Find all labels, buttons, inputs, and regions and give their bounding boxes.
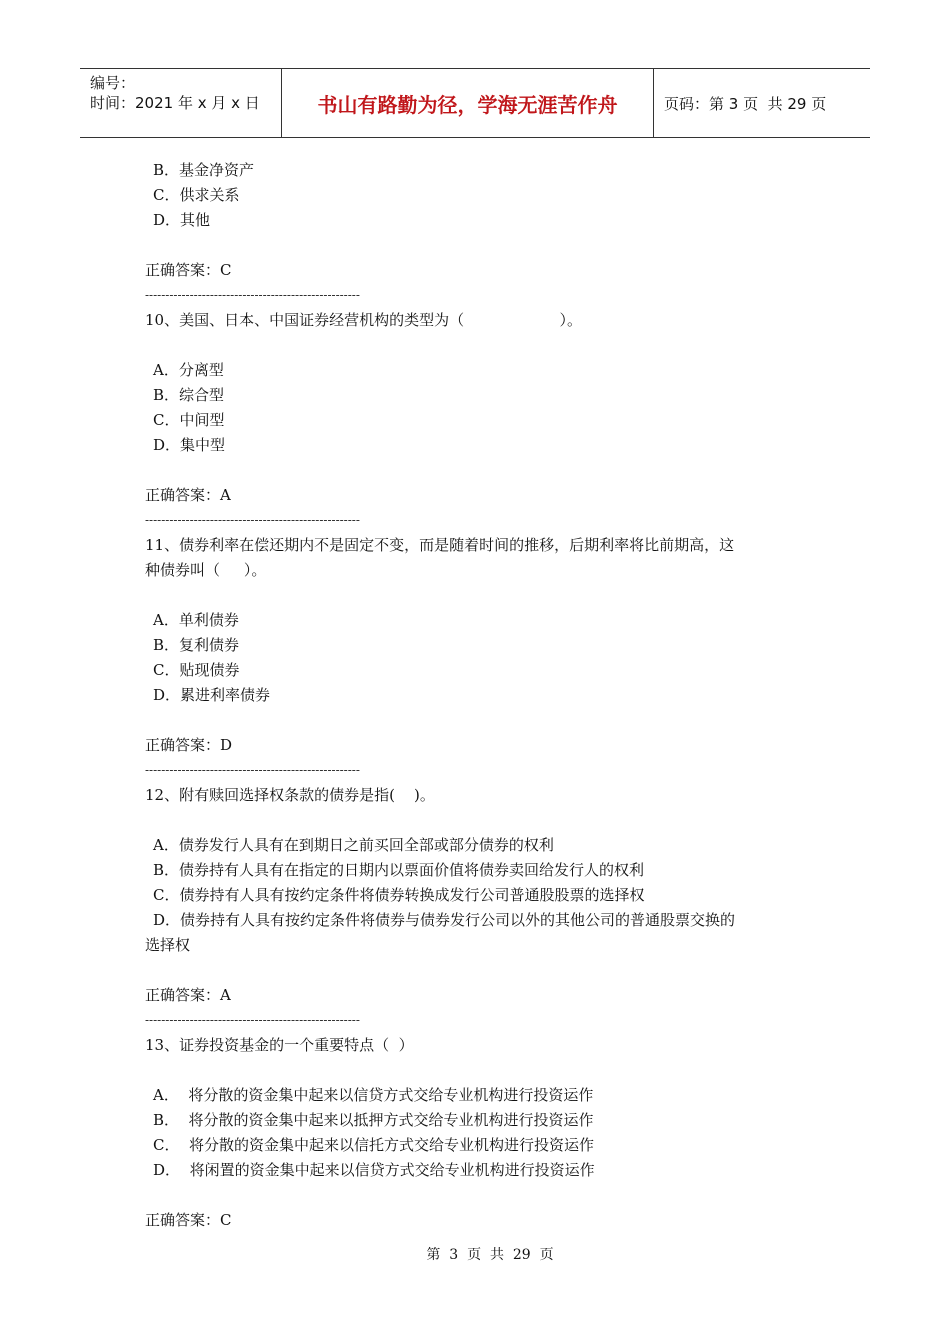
answer: 正确答案：A — [145, 486, 231, 504]
option: C．贴现债券 — [153, 661, 240, 679]
header-left-cell — [80, 69, 282, 137]
option: A． 将分散的资金集中起来以信贷方式交给专业机构进行投资运作 — [153, 1086, 594, 1104]
option: A．单利债券 — [153, 611, 239, 629]
document-date: 时间：2021 年 x 月 x 日 — [90, 94, 260, 112]
footer-page-number: 第 3 页 共 29 页 — [426, 1247, 554, 1263]
option: D．债券持有人具有按约定条件将债券与债券发行公司以外的其他公司的普通股票交换的 — [153, 911, 736, 929]
motto-text: 书山有路勤为径，学海无涯苦作舟 — [317, 92, 618, 117]
option: B． 将分散的资金集中起来以抵押方式交给专业机构进行投资运作 — [153, 1111, 594, 1129]
page-footer — [0, 1244, 950, 1264]
separator: ----------------------------------------------------- — [145, 1013, 360, 1027]
option: A．分离型 — [153, 361, 224, 379]
question-stem-cont: 种债券叫（ ）。 — [145, 561, 267, 579]
header-page-info — [654, 69, 870, 137]
answer: 正确答案：C — [145, 261, 232, 279]
document-number-label: 编号： — [90, 74, 136, 92]
page-info-text: 页码：第 3 页 共 29 页 — [664, 94, 827, 113]
question-stem: 13、证券投资基金的一个重要特点（ ） — [145, 1036, 414, 1054]
question-content — [145, 158, 825, 1233]
option: B．复利债券 — [153, 636, 240, 654]
option: B．债券持有人具有在指定的日期内以票面价值将债券卖回给发行人的权利 — [153, 861, 645, 879]
option: D．其他 — [153, 211, 211, 229]
header-motto — [282, 69, 654, 137]
option: B．基金净资产 — [153, 161, 255, 179]
answer: 正确答案：D — [145, 736, 233, 754]
separator: ----------------------------------------------------- — [145, 288, 360, 302]
answer: 正确答案：C — [145, 1211, 232, 1229]
option: A．债券发行人具有在到期日之前买回全部或部分债券的权利 — [153, 836, 554, 854]
option: C．供求关系 — [153, 186, 240, 204]
question-stem: 12、附有赎回选择权条款的债券是指( )。 — [145, 786, 435, 804]
option: D．累进利率债券 — [153, 686, 271, 704]
option: C． 将分散的资金集中起来以信托方式交给专业机构进行投资运作 — [153, 1136, 595, 1154]
option: D．集中型 — [153, 436, 226, 454]
separator: ----------------------------------------------------- — [145, 763, 360, 777]
separator: ----------------------------------------------------- — [145, 513, 360, 527]
option-cont: 选择权 — [145, 936, 191, 954]
option: C．中间型 — [153, 411, 225, 429]
option: B．综合型 — [153, 386, 225, 404]
question-stem: 10、美国、日本、中国证券经营机构的类型为（ ）。 — [145, 311, 582, 329]
header-table — [80, 68, 870, 138]
option: C．债券持有人具有按约定条件将债券转换成发行公司普通股股票的选择权 — [153, 886, 645, 904]
answer: 正确答案：A — [145, 986, 231, 1004]
question-stem: 11、债券利率在偿还期内不是固定不变，而是随着时间的推移，后期利率将比前期高，这 — [145, 536, 735, 554]
option: D． 将闲置的资金集中起来以信贷方式交给专业机构进行投资运作 — [153, 1161, 595, 1179]
